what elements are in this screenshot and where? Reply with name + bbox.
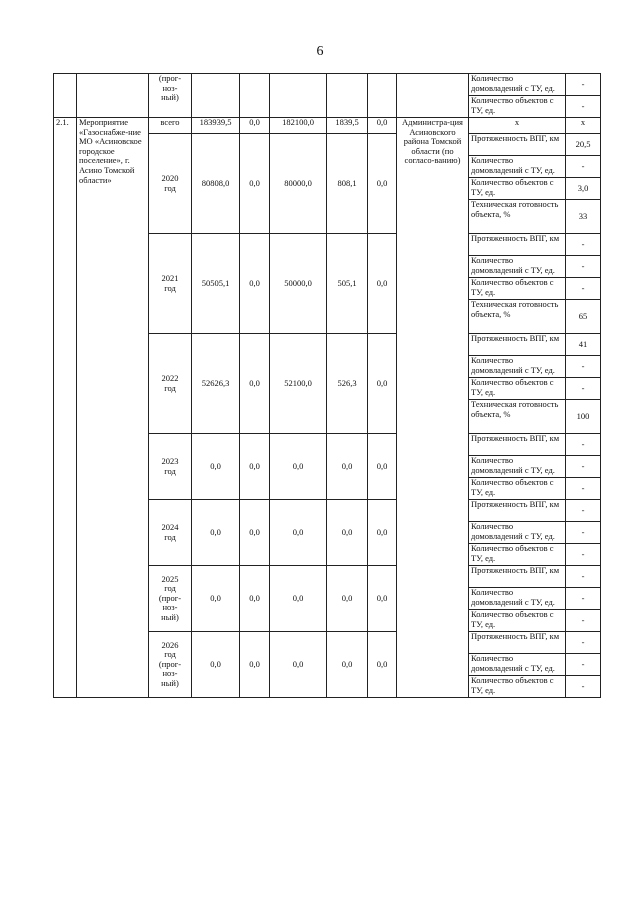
- year-cell: 2021 год: [149, 234, 192, 334]
- table-row-total: [54, 118, 601, 134]
- indicator-value: -: [566, 566, 601, 588]
- amount-cell: 0,0: [192, 500, 240, 566]
- indicator-value: -: [566, 256, 601, 278]
- amount-cell: 80808,0: [192, 134, 240, 234]
- indicator-value: 41: [566, 334, 601, 356]
- amount-cell: 52626,3: [192, 334, 240, 434]
- amount-cell: 182100,0: [270, 118, 327, 134]
- amount-cell: 0,0: [368, 632, 397, 698]
- indicator-label: Количество объектов с ТУ, ед.: [469, 676, 566, 698]
- table-body: [54, 74, 601, 698]
- amount-cell: 0,0: [240, 234, 270, 334]
- indicator-value: -: [566, 96, 601, 118]
- empty-value-cell: [327, 74, 368, 118]
- empty-cell: [77, 74, 149, 118]
- indicator-label: Протяженность ВПГ, км: [469, 434, 566, 456]
- indicator-label: Количество домовладений с ТУ, ед.: [469, 522, 566, 544]
- indicator-label: Техническая готовность объекта, %: [469, 200, 566, 234]
- amount-cell: 0,0: [270, 434, 327, 500]
- indicator-value: -: [566, 456, 601, 478]
- measure-number: 2.1.: [54, 118, 77, 698]
- year-cell: (прог- ноз- ный): [149, 74, 192, 118]
- indicator-label: Протяженность ВПГ, км: [469, 134, 566, 156]
- indicator-value: -: [566, 610, 601, 632]
- amount-cell: 0,0: [368, 566, 397, 632]
- amount-cell: 0,0: [240, 134, 270, 234]
- year-cell: 2022 год: [149, 334, 192, 434]
- amount-cell: 526,3: [327, 334, 368, 434]
- indicator-value: -: [566, 654, 601, 676]
- indicator-label: Протяженность ВПГ, км: [469, 566, 566, 588]
- indicator-label: Количество домовладений с ТУ, ед.: [469, 256, 566, 278]
- amount-cell: 0,0: [368, 434, 397, 500]
- amount-cell: 0,0: [240, 500, 270, 566]
- indicator-value: -: [566, 500, 601, 522]
- amount-cell: 505,1: [327, 234, 368, 334]
- indicator-value: 65: [566, 300, 601, 334]
- amount-cell: 0,0: [270, 566, 327, 632]
- indicator-label: Количество домовладений с ТУ, ед.: [469, 74, 566, 96]
- amount-cell: 183939,5: [192, 118, 240, 134]
- amount-cell: 0,0: [240, 632, 270, 698]
- page-number: 6: [316, 44, 324, 59]
- year-cell-total: всего: [149, 118, 192, 134]
- year-cell: 2023 год: [149, 434, 192, 500]
- indicator-label: Техническая готовность объекта, %: [469, 300, 566, 334]
- empty-cell: [54, 74, 77, 118]
- indicator-value: -: [566, 632, 601, 654]
- amount-cell: 0,0: [368, 334, 397, 434]
- amount-cell: 0,0: [240, 566, 270, 632]
- indicator-value: -: [566, 356, 601, 378]
- amount-cell: 0,0: [368, 234, 397, 334]
- empty-value-cell: [192, 74, 240, 118]
- amount-cell: 0,0: [240, 334, 270, 434]
- indicator-value: 20,5: [566, 134, 601, 156]
- empty-cell: [397, 74, 469, 118]
- amount-cell: 0,0: [327, 500, 368, 566]
- indicator-value: -: [566, 74, 601, 96]
- empty-value-cell: [270, 74, 327, 118]
- indicator-label: Количество объектов с ТУ, ед.: [469, 178, 566, 200]
- year-cell: 2020 год: [149, 134, 192, 234]
- indicator-value: -: [566, 156, 601, 178]
- year-cell: 2026 год (прог- ноз- ный): [149, 632, 192, 698]
- amount-cell: 52100,0: [270, 334, 327, 434]
- indicator-label: Количество домовладений с ТУ, ед.: [469, 588, 566, 610]
- indicator-value: -: [566, 378, 601, 400]
- amount-cell: 0,0: [368, 500, 397, 566]
- amount-cell: 50000,0: [270, 234, 327, 334]
- year-cell: 2025 год (прог- ноз- ный): [149, 566, 192, 632]
- amount-cell: 0,0: [368, 118, 397, 134]
- indicator-label: Протяженность ВПГ, км: [469, 234, 566, 256]
- indicator-label: x: [469, 118, 566, 134]
- indicator-value: 33: [566, 200, 601, 234]
- amount-cell: 1839,5: [327, 118, 368, 134]
- amount-cell: 0,0: [192, 632, 240, 698]
- indicator-value: -: [566, 588, 601, 610]
- amount-cell: 0,0: [240, 434, 270, 500]
- indicator-label: Количество домовладений с ТУ, ед.: [469, 156, 566, 178]
- amount-cell: 808,1: [327, 134, 368, 234]
- indicator-label: Техническая готовность объекта, %: [469, 400, 566, 434]
- indicator-label: Количество объектов с ТУ, ед.: [469, 544, 566, 566]
- amount-cell: 0,0: [327, 434, 368, 500]
- table-row: [54, 74, 601, 96]
- measure-title: Мероприятие «Газоснабже-ние МО «Асиновское городское поселение», г. Асино Томской области»: [77, 118, 149, 698]
- amount-cell: 0,0: [270, 632, 327, 698]
- amount-cell: 0,0: [368, 134, 397, 234]
- amount-cell: 0,0: [240, 118, 270, 134]
- amount-cell: 50505,1: [192, 234, 240, 334]
- indicator-label: Количество домовладений с ТУ, ед.: [469, 654, 566, 676]
- program-measures-table: [53, 73, 601, 698]
- amount-cell: 0,0: [327, 632, 368, 698]
- indicator-value: -: [566, 478, 601, 500]
- amount-cell: 0,0: [327, 566, 368, 632]
- empty-value-cell: [240, 74, 270, 118]
- indicator-value: 3,0: [566, 178, 601, 200]
- indicator-value: -: [566, 278, 601, 300]
- indicator-label: Количество объектов с ТУ, ед.: [469, 378, 566, 400]
- indicator-label: Протяженность ВПГ, км: [469, 334, 566, 356]
- indicator-value: -: [566, 234, 601, 256]
- indicator-value: -: [566, 434, 601, 456]
- indicator-value: -: [566, 522, 601, 544]
- amount-cell: 0,0: [192, 434, 240, 500]
- indicator-value: 100: [566, 400, 601, 434]
- indicator-label: Количество объектов с ТУ, ед.: [469, 610, 566, 632]
- indicator-label: Количество домовладений с ТУ, ед.: [469, 456, 566, 478]
- amount-cell: 0,0: [192, 566, 240, 632]
- amount-cell: 0,0: [270, 500, 327, 566]
- indicator-label: Количество домовладений с ТУ, ед.: [469, 356, 566, 378]
- year-cell: 2024 год: [149, 500, 192, 566]
- amount-cell: 80000,0: [270, 134, 327, 234]
- indicator-value: -: [566, 676, 601, 698]
- indicator-value: x: [566, 118, 601, 134]
- empty-value-cell: [368, 74, 397, 118]
- indicator-label: Протяженность ВПГ, км: [469, 500, 566, 522]
- indicator-value: -: [566, 544, 601, 566]
- indicator-label: Количество объектов с ТУ, ед.: [469, 478, 566, 500]
- indicator-label: Количество объектов с ТУ, ед.: [469, 96, 566, 118]
- executor-cell: Администра-ция Асиновского района Томской области (по согласо-ванию): [397, 118, 469, 698]
- indicator-label: Количество объектов с ТУ, ед.: [469, 278, 566, 300]
- indicator-label: Протяженность ВПГ, км: [469, 632, 566, 654]
